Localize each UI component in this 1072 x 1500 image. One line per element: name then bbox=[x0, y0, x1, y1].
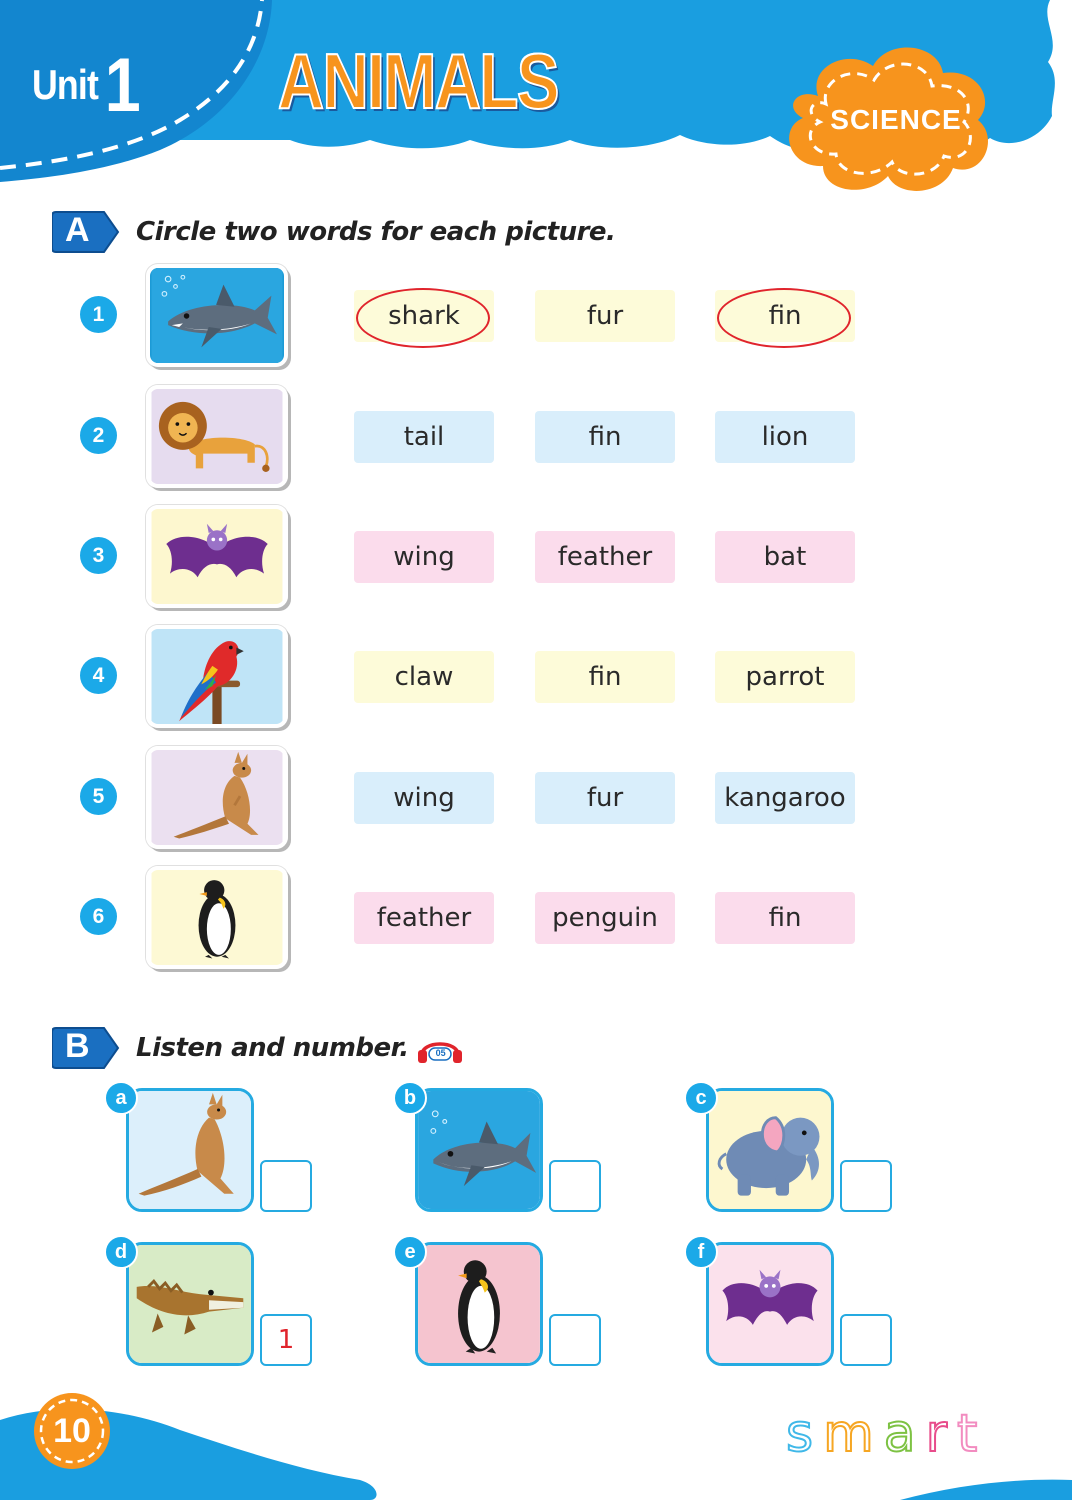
elephant-icon bbox=[706, 1088, 834, 1212]
audio-track-number: 05 bbox=[435, 1048, 446, 1058]
word-option-fin[interactable]: fin bbox=[715, 290, 855, 342]
subject-badge-label: SCIENCE bbox=[830, 104, 962, 135]
row-number: 6 bbox=[80, 898, 117, 935]
bat-icon bbox=[706, 1242, 834, 1366]
listening-item bbox=[104, 1240, 304, 1380]
unit-number: 1 bbox=[104, 43, 140, 128]
brand-letter: a bbox=[883, 1404, 920, 1464]
row-number: 4 bbox=[80, 657, 117, 694]
row-number: 3 bbox=[80, 537, 117, 574]
item-letter: e bbox=[393, 1235, 427, 1269]
word-option-fin[interactable]: fin bbox=[535, 411, 675, 463]
brand-letter: s bbox=[786, 1404, 818, 1464]
answer-box[interactable] bbox=[549, 1314, 601, 1366]
word-option-kangaroo[interactable]: kangaroo bbox=[715, 772, 855, 824]
word-option-bat[interactable]: bat bbox=[715, 531, 855, 583]
brand-letter: r bbox=[925, 1404, 952, 1464]
brand-logo bbox=[786, 1404, 981, 1464]
answer-box[interactable] bbox=[840, 1160, 892, 1212]
exercise-row bbox=[0, 623, 1072, 733]
word-option-claw[interactable]: claw bbox=[354, 651, 494, 703]
headphones-audio-icon[interactable] bbox=[417, 1032, 463, 1064]
row-number: 1 bbox=[80, 296, 117, 333]
item-letter: d bbox=[104, 1235, 138, 1269]
word-option-penguin[interactable]: penguin bbox=[535, 892, 675, 944]
exercise-row bbox=[0, 864, 1072, 974]
section-a-badge: A bbox=[52, 210, 120, 254]
word-option-parrot[interactable]: parrot bbox=[715, 651, 855, 703]
listening-item bbox=[684, 1240, 884, 1380]
crocodile-icon bbox=[126, 1242, 254, 1366]
word-option-wing[interactable]: wing bbox=[354, 772, 494, 824]
word-option-lion[interactable]: lion bbox=[715, 411, 855, 463]
word-option-fin[interactable]: fin bbox=[715, 892, 855, 944]
listening-item bbox=[684, 1086, 884, 1226]
word-option-fur[interactable]: fur bbox=[535, 290, 675, 342]
row-number: 5 bbox=[80, 778, 117, 815]
word-option-shark[interactable]: shark bbox=[354, 290, 494, 342]
shark-icon bbox=[146, 264, 288, 367]
word-option-feather[interactable]: feather bbox=[535, 531, 675, 583]
listening-item bbox=[393, 1240, 593, 1380]
brand-letter: m bbox=[823, 1404, 878, 1464]
answer-box[interactable] bbox=[549, 1160, 601, 1212]
section-b-instruction: Listen and number. bbox=[136, 1033, 409, 1063]
exercise-row bbox=[0, 503, 1072, 613]
item-letter: c bbox=[684, 1081, 718, 1115]
section-a-header bbox=[52, 210, 615, 254]
penguin-icon bbox=[146, 866, 288, 969]
word-option-fur[interactable]: fur bbox=[535, 772, 675, 824]
section-b-header bbox=[52, 1026, 463, 1070]
exercise-row bbox=[0, 262, 1072, 372]
word-option-fin[interactable]: fin bbox=[535, 651, 675, 703]
kangaroo-icon bbox=[126, 1088, 254, 1212]
exercise-row bbox=[0, 383, 1072, 493]
answer-box[interactable]: 1 bbox=[260, 1314, 312, 1366]
brand-letter: t bbox=[957, 1404, 982, 1464]
penguin-icon bbox=[415, 1242, 543, 1366]
page-number-badge bbox=[32, 1391, 112, 1471]
shark-icon bbox=[415, 1088, 543, 1212]
word-option-wing[interactable]: wing bbox=[354, 531, 494, 583]
lion-icon bbox=[146, 385, 288, 488]
kangaroo-icon bbox=[146, 746, 288, 849]
page-number: 10 bbox=[53, 1411, 91, 1450]
page-title: ANIMALS bbox=[278, 37, 558, 125]
unit-label: Unit1 bbox=[32, 43, 140, 128]
answer-box[interactable] bbox=[260, 1160, 312, 1212]
item-letter: a bbox=[104, 1081, 138, 1115]
word-option-tail[interactable]: tail bbox=[354, 411, 494, 463]
row-number: 2 bbox=[80, 417, 117, 454]
section-a-instruction: Circle two words for each picture. bbox=[136, 217, 616, 247]
parrot-icon bbox=[146, 625, 288, 728]
exercise-row bbox=[0, 744, 1072, 854]
listening-item bbox=[393, 1086, 593, 1226]
answer-box[interactable] bbox=[840, 1314, 892, 1366]
listening-item bbox=[104, 1086, 304, 1226]
item-letter: b bbox=[393, 1081, 427, 1115]
item-letter: f bbox=[684, 1235, 718, 1269]
section-b-badge: B bbox=[52, 1026, 120, 1070]
bat-icon bbox=[146, 505, 288, 608]
word-option-feather[interactable]: feather bbox=[354, 892, 494, 944]
